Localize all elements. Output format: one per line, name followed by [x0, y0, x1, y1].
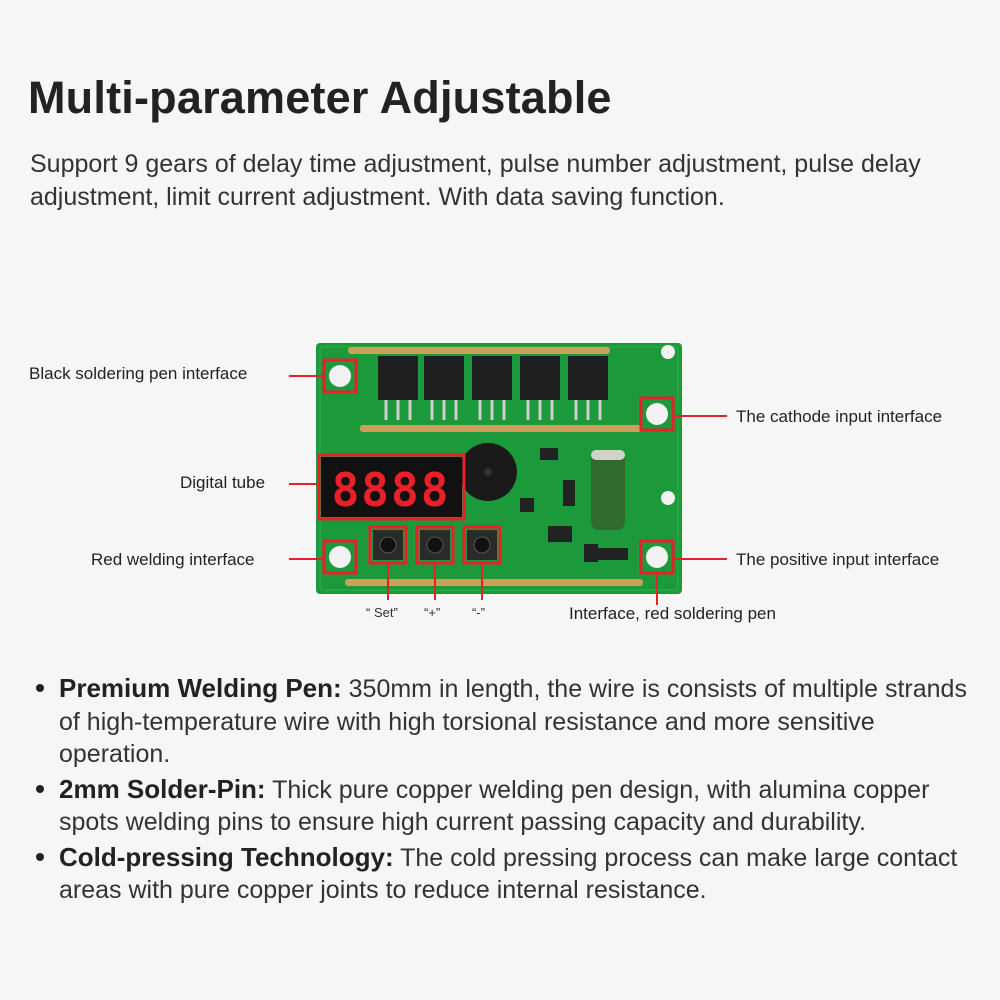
feature-item [34, 672, 974, 771]
label-red-pen: Interface, red soldering pen [569, 604, 776, 623]
minus-button-component [467, 530, 497, 560]
cathode-hole [646, 403, 668, 425]
page-subtitle: Support 9 gears of delay time adjustment, pulse number adjustment, pulse delay adjustment, limit current adjustment. With data saving function. [30, 150, 921, 211]
label-digital-tube: Digital tube [180, 473, 266, 492]
label-red-welding: Red welding interface [91, 550, 255, 569]
copper-bar-middle [360, 425, 642, 432]
feature-name: 2mm Solder-Pin: [59, 773, 266, 804]
label-cathode: The cathode input interface [736, 407, 943, 426]
copper-bar-top [348, 347, 610, 354]
bullet-icon [36, 785, 44, 793]
plus-button-component [420, 530, 450, 560]
set-button-component [373, 530, 403, 560]
feature-list [34, 672, 974, 909]
black-pen-hole [329, 365, 351, 387]
label-plus-button: “+” [424, 605, 441, 620]
copper-bar-bottom [345, 579, 643, 586]
pcb-illustration [0, 300, 1000, 630]
label-set-button: “ Set” [366, 605, 398, 620]
feature-item [34, 773, 974, 839]
feature-text: 350mm in length, the wire is consists of multiple strands of high-temperature wire with high torsional resistance and more sensitive operation. [59, 675, 967, 768]
digital-tube-digits: 8888 [331, 463, 451, 517]
feature-name: Cold-pressing Technology: [59, 841, 394, 872]
feature-text: Thick pure copper welding pen design, with alumina copper spots welding pins to ensure high current passing capacity and durability. [59, 775, 930, 836]
label-minus-button: “-” [472, 605, 485, 620]
label-black-pen: Black soldering pen interface [29, 364, 248, 383]
positive-hole [646, 546, 668, 568]
red-welding-hole [329, 546, 351, 568]
label-positive: The positive input interface [736, 550, 940, 569]
capacitor [591, 450, 625, 530]
feature-name: Premium Welding Pen: [59, 673, 342, 703]
page-title: Multi-parameter Adjustable [28, 72, 612, 123]
feature-text: The cold pressing process can make large contact areas with pure copper joints to reduce internal resistance. [59, 843, 958, 904]
bullet-icon [36, 684, 44, 692]
bullet-icon [36, 853, 44, 861]
feature-item [34, 841, 974, 907]
